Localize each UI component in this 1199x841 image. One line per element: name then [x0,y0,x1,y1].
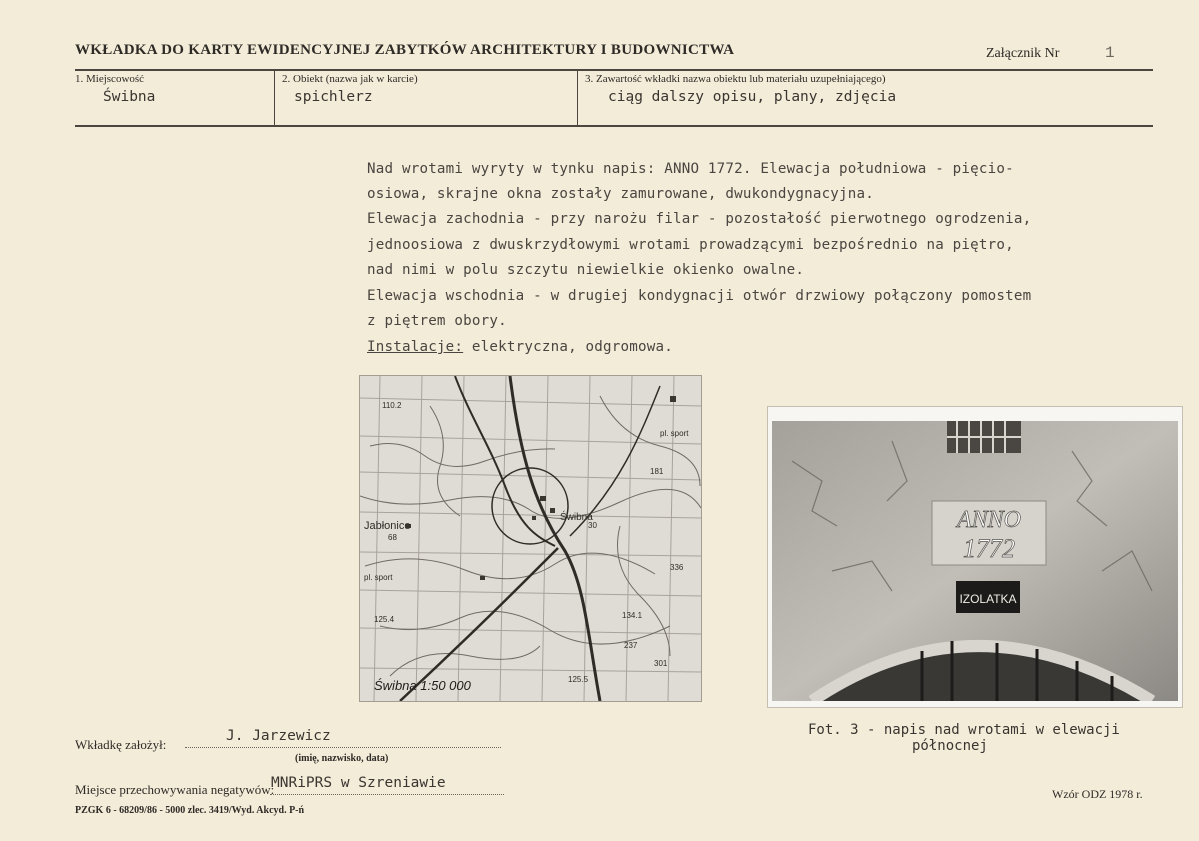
body-line-7: z piętrem obory. [367,313,507,329]
body-line-2: osiowa, skrajne okna zostały zamurowane, dwukondygnacyjna. [367,186,875,202]
map-label-elev-336: 336 [670,563,684,572]
map-label-sport-2: pl. sport [660,429,689,438]
photo-year-text: 1772 [963,534,1015,563]
installations-line [367,339,673,355]
photo-graphic [772,421,1178,701]
photo-plate-text: IZOLATKA [959,592,1017,606]
field-divider-1 [274,70,275,126]
place-label: 1. Miejscowość [75,73,145,85]
negatives-dotted-line [270,794,504,795]
photo-print [767,406,1183,708]
object-value: spichlerz [294,89,373,105]
negatives-label: Miejsce przechowywania negatywów: [75,782,275,797]
body-line-5: nad nimi w polu szczytu niewielkie okienko owalne. [367,262,805,278]
body-line-6: Elewacja wschodnia - w drugiej kondygnacji otwór drzwiowy połączony pomostem [367,288,1032,304]
header-top-rule [75,69,1153,71]
map-label-elev-30: 30 [588,521,597,530]
installations-value: elektryczna, odgromowa. [463,339,673,355]
map-label-elev-237: 237 [624,641,638,650]
topographic-map [359,375,702,702]
map-label-elev-1102: 110.2 [382,401,402,410]
map-label-elev-181: 181 [650,467,664,476]
attachment-number: 1 [1105,44,1115,62]
map-label-elev-68: 68 [388,533,397,542]
installations-label: Instalacje: [367,339,464,355]
field-divider-2 [577,70,578,126]
content-value: ciąg dalszy opisu, plany, zdjęcia [608,89,897,105]
map-handwritten-scale: Świbna 1:50 000 [374,678,471,693]
header-bottom-rule [75,125,1153,127]
map-label-jablonice: Jabłonice [364,520,411,532]
object-label: 2. Obiekt (nazwa jak w karcie) [282,73,418,85]
author-value: J. Jarzewicz [226,728,331,744]
place-value: Świbna [103,89,156,105]
body-line-3: Elewacja zachodnia - przy narożu filar - pozostałość pierwotnego ogrodzenia, [367,211,1032,227]
map-label-sport-1: pl. sport [364,573,393,582]
map-label-elev-1255: 125.5 [568,675,589,684]
content-label: 3. Zawartość wkładki nazwa obiektu lub materiału uzupełniającego) [585,73,886,85]
author-dotted-line [185,747,501,748]
map-label-elev-301: 301 [654,659,668,668]
map-label-elev-1341: 134.1 [622,611,643,620]
map-label-elev-1254: 125.4 [374,615,395,624]
author-label: Wkładkę założył: [75,737,167,752]
body-line-1: Nad wrotami wyryty w tynku napis: ANNO 1772. Elewacja południowa - pięcio- [367,161,1014,177]
map-graphic [360,376,701,701]
photo-inscription [772,421,1178,701]
photo-anno-text: ANNO [956,507,1022,533]
body-line-4: jednoosiowa z dwuskrzydłowymi wrotami prowadzącymi bezpośrednio na piętro, [367,237,1014,253]
photo-caption-line-2: północnej [912,738,988,754]
author-hint: (imię, nazwisko, data) [295,753,389,764]
form-model: Wzór ODZ 1978 r. [1052,787,1143,801]
print-info: PZGK 6 - 68209/86 - 5000 zlec. 3419/Wyd. Akcyd. P-ń [75,805,305,816]
map-label-swibna: Świbna [560,512,593,523]
photo-caption-line-1: Fot. 3 - napis nad wrotami w elewacji [808,722,1120,738]
attachment-label: Załącznik Nr [986,46,1060,61]
negatives-value: MNRiPRS w Szreniawie [271,775,446,791]
document-title: WKŁADKA DO KARTY EWIDENCYJNEJ ZABYTKÓW ARCHITEKTURY I BUDOWNICTWA [75,42,735,58]
